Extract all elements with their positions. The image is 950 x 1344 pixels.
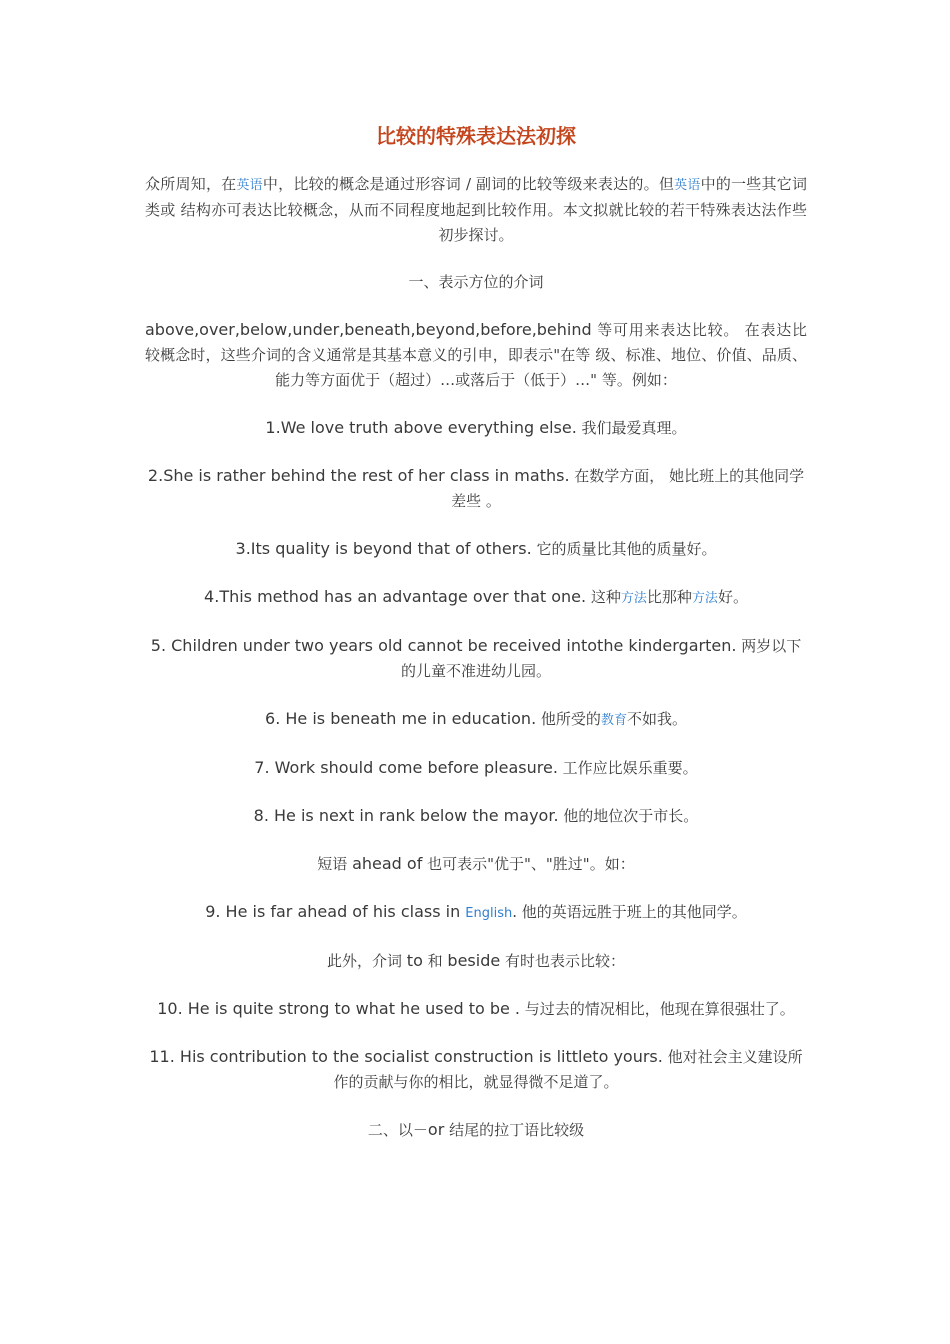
example-5: 5. Children under two years old cannot be received intothe kindergarten. 两岁以下的儿童不准进幼儿园。: [150, 636, 802, 680]
section-heading-1: 一、表示方位的介词: [408, 273, 544, 291]
english-link[interactable]: English: [465, 906, 513, 921]
example-4: 4.This method has an advantage over that one. 这种方法比那种方法好。: [204, 587, 748, 606]
example-10: 10. He is quite strong to what he used to be . 与过去的情况相比，他现在算很强壮了。: [157, 999, 795, 1018]
example-11: 11. His contribution to the socialist construction is littleto yours. 他对社会主义建设所作的贡献与你的相比，就显得微不足道了。: [149, 1047, 803, 1091]
example-1: 1.We love truth above everything else. 我们最爱真理。: [265, 418, 687, 437]
method-link[interactable]: 方法: [691, 591, 718, 606]
article-title: 比较的特殊表达法初探: [376, 124, 576, 148]
example-7: 7. Work should come before pleasure. 工作应比娱乐重要。: [254, 758, 698, 777]
method-link[interactable]: 方法: [620, 591, 647, 606]
example-8: 8. He is next in rank below the mayor. 他的地位次于市长。: [253, 806, 699, 825]
example-6: 6. He is beneath me in education. 他所受的教育不如我。: [265, 709, 687, 728]
example-3: 3.Its quality is beyond that of others. 它的质量比其他的质量好。: [235, 539, 717, 558]
prepositions-paragraph: above,over,below,under,beneath,beyond,before,behind 等可用来表达比较。 在表达比较概念时，这些介词的含义通常是其基本意义的引申，即表示"在等 级、标准、地位、价值、品质、能力等方面优于（超过）…或落后于（低于）…" 等。例如：: [145, 320, 807, 389]
article-body: [145, 118, 807, 1165]
education-link[interactable]: 教育: [600, 713, 627, 728]
example-2: 2.She is rather behind the rest of her class in maths. 在数学方面， 她比班上的其他同学差些 。: [147, 466, 805, 510]
intro-paragraph: 众所周知，在英语中，比较的概念是通过形容词 / 副词的比较等级来表达的。但英语中的一些其它词类或 结构亦可表达比较概念，从而不同程度地起到比较作用。本文拟就比较的若干特殊表达法作些初步探讨。: [145, 175, 807, 244]
english-link[interactable]: 英语: [236, 178, 263, 193]
example-9: 9. He is far ahead of his class in English. 他的英语远胜于班上的其他同学。: [205, 902, 747, 921]
section-heading-2: 二、以－or 结尾的拉丁语比较级: [367, 1120, 585, 1139]
english-link[interactable]: 英语: [674, 178, 701, 193]
to-beside-note: 此外，介词 to 和 beside 有时也表示比较：: [327, 951, 625, 970]
ahead-of-note: 短语 ahead of 也可表示"优于"、"胜过"。如：: [317, 854, 635, 873]
